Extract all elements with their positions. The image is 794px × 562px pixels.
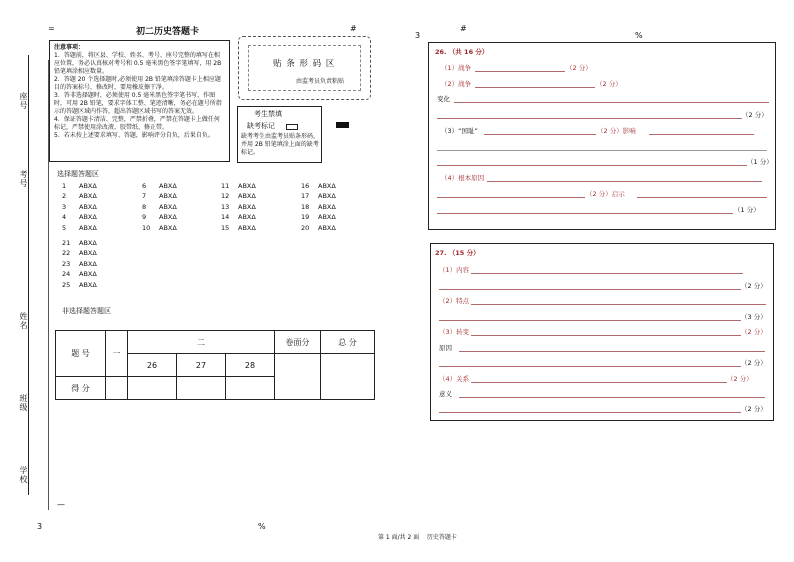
choice-item[interactable]: 6 ABXΔ [142,182,177,190]
notice-heading: 注意事项： [54,44,85,51]
answer-line[interactable] [437,150,767,151]
q26-header: 26. （共 16 分） [435,48,489,56]
absent-label: 缺考标记 [247,122,275,130]
notice-item: 3．答非选择题时，必须使用 0.5 毫米黑色签字笔书写，作图时，可用 2B 铅笔，要求字体工整、笔迹清晰，务必在题号所指示的答题区域内作答，超出答题区域书写的答案无效。 [54,92,222,115]
choice-column-2 [142,181,177,233]
answer-line[interactable] [454,102,769,103]
choice-item[interactable]: 5 ABXΔ [62,223,97,232]
corner-mark-dash: — [57,500,65,509]
score-cell: 27 [177,354,226,377]
q26-answer-box[interactable] [428,42,776,230]
choice-item[interactable]: 13 ABXΔ [221,202,256,211]
answer-line[interactable] [439,289,741,290]
corner-mark-percent-bottom: % [258,522,266,531]
notice-item: 4．保证答题卡清洁、完整，严禁折叠，严禁在答题卡上做任何标记，严禁使用涂改液、胶带纸、修正带。 [54,116,220,131]
answer-suffix: （2 分） [741,405,767,413]
notice-item: 2．答题 20 个选择题时,必须使用 2B 铅笔填涂答题卡上相应题目的答案标号，修改时，要用橡皮擦干净。 [54,76,221,91]
barcode-area [238,36,371,100]
choice-item[interactable]: 15 ABXΔ [221,223,256,232]
answer-line[interactable] [649,134,754,135]
answer-line[interactable] [471,382,727,383]
answer-line[interactable] [471,335,741,336]
answer-suffix: （1 分） [747,158,773,166]
answer-suffix: （2 分）启示 [586,190,625,198]
answer-suffix: （2 分） [596,80,622,88]
answer-line[interactable] [437,118,742,119]
answer-line[interactable] [437,213,733,214]
choice-column-1 [62,181,97,233]
choice-column-3 [221,181,256,233]
choice-item[interactable]: 18 ABXΔ [301,202,336,211]
score-cell[interactable] [128,377,177,400]
score-cell[interactable] [177,377,226,400]
choice-item[interactable]: 11 ABXΔ [221,182,256,190]
choice-item[interactable]: 19 ABXΔ [301,213,336,222]
q27-answer-box[interactable] [430,243,774,421]
notice-item: 1．答题前，将区县、学校、姓名、考号、座号完整的填写在相应位置，务必认真核对考号和 0.5 毫米黑色签字笔填写，用 2B 铅笔填涂相应数量。 [54,52,222,75]
notice-box [49,40,230,162]
answer-line[interactable] [439,320,741,321]
choice-item[interactable]: 20 ABXΔ [301,223,336,232]
score-cell: 28 [226,354,275,377]
score-cell: 26 [128,354,177,377]
answer-prefix: （3）“国耻” [441,127,478,135]
choice-item[interactable]: 1 ABXΔ [62,182,97,190]
answer-suffix: （1 分） [734,206,760,214]
nonchoice-title: 非选择题答题区 [62,307,111,315]
answer-line[interactable] [487,181,762,182]
corner-mark-three: 3 [415,31,421,40]
score-cell: 题 号 [56,331,106,377]
choice-item[interactable]: 23 ABXΔ [62,259,97,268]
score-cell: 二 [128,331,275,354]
choice-item[interactable]: 2 ABXΔ [62,192,97,201]
answer-line[interactable] [484,134,596,135]
binding-line [28,55,29,495]
choice-title: 选择题答题区 [57,170,99,178]
choice-item[interactable]: 25 ABXΔ [62,280,97,289]
choice-item[interactable]: 12 ABXΔ [221,192,256,201]
answer-prefix: 变化 [437,95,450,103]
answer-line[interactable] [471,273,743,274]
score-cell[interactable] [226,377,275,400]
q27-header: 27. （15 分） [435,249,480,257]
answer-prefix: （4）根本原因 [441,174,485,182]
answer-line[interactable] [459,351,765,352]
page-footer: 第 1 面/共 2 面 历史答题卡 [378,534,457,541]
choice-item[interactable]: 16 ABXΔ [301,182,336,190]
absent-title: 考生禁填 [254,110,282,118]
page-title: 初二历史答题卡 [136,27,200,37]
barcode-note: 由监考员负责粘贴 [296,78,345,85]
answer-suffix: （2 分）影响 [597,127,636,135]
answer-line[interactable] [439,412,741,413]
score-table [55,330,375,400]
barcode-title: 贴 条 形 码 区 [273,59,336,69]
choice-column-4 [301,181,336,233]
notice-item: 5．若未按上述要求填写、答题，影响评分自负，后果自负。 [54,132,214,139]
score-cell: 一 [106,331,128,377]
score-cell: 总 分 [321,331,375,354]
binding-label-seat: 座号 [19,92,28,110]
answer-line[interactable] [471,304,766,305]
choice-item[interactable]: 14 ABXΔ [221,213,256,222]
corner-mark-equals: = [48,24,55,33]
answer-line[interactable] [437,197,585,198]
absent-mark-box[interactable] [286,124,298,130]
answer-suffix: （2 分） [566,64,592,72]
answer-prefix: （1）战争 [441,64,472,72]
answer-suffix: （2 分） [727,375,753,383]
score-cell [321,354,375,400]
corner-mark-three-bottom: 3 [37,522,43,531]
binding-label-name: 姓名 [19,312,28,330]
answer-prefix: （2）特点 [439,297,470,305]
answer-suffix: （2 分） [741,328,767,336]
answer-prefix: 原因 [439,344,452,352]
score-cell[interactable] [106,377,128,400]
choice-column-5 [62,238,97,290]
binding-label-school: 学校 [19,466,28,484]
answer-prefix: （1）内容 [439,266,470,274]
choice-item[interactable]: 3 ABXΔ [62,202,97,211]
answer-line[interactable] [459,397,765,398]
answer-prefix: （2）战争 [441,80,472,88]
answer-line[interactable] [475,87,595,88]
answer-prefix: 意义 [439,390,452,398]
choice-item[interactable]: 21 ABXΔ [62,239,97,247]
score-cell: 得 分 [56,377,106,400]
choice-item[interactable]: 22 ABXΔ [62,249,97,258]
position-mark [336,122,349,128]
choice-item[interactable]: 7 ABXΔ [142,192,177,201]
choice-item[interactable]: 4 ABXΔ [62,213,97,222]
choice-item[interactable]: 8 ABXΔ [142,202,177,211]
answer-line[interactable] [437,165,747,166]
answer-suffix: （2 分） [742,111,768,119]
choice-item[interactable]: 10 ABXΔ [142,223,177,232]
choice-item[interactable]: 24 ABXΔ [62,270,97,279]
answer-line[interactable] [475,71,565,72]
answer-suffix: （2 分） [741,359,767,367]
absent-desc: 缺考考生由监考员贴条形码，并用 2B 铅笔填涂上面的缺考标记。 [241,133,320,156]
choice-item[interactable]: 9 ABXΔ [142,213,177,222]
binding-label-exam-number: 考号 [19,170,28,188]
corner-mark-percent: % [635,31,643,40]
answer-suffix: （2 分） [741,282,767,290]
score-cell [275,354,321,400]
answer-suffix: （3 分） [741,313,767,321]
answer-line[interactable] [439,366,741,367]
absent-box [237,106,322,163]
binding-label-class: 班级 [19,394,28,412]
score-cell: 卷面分 [275,331,321,354]
corner-mark-hash-2: # [460,24,467,33]
answer-prefix: （3）转变 [439,328,470,336]
answer-line[interactable] [637,197,767,198]
choice-item[interactable]: 17 ABXΔ [301,192,336,201]
answer-prefix: （4）关系 [439,375,470,383]
corner-mark-hash: # [350,24,357,33]
